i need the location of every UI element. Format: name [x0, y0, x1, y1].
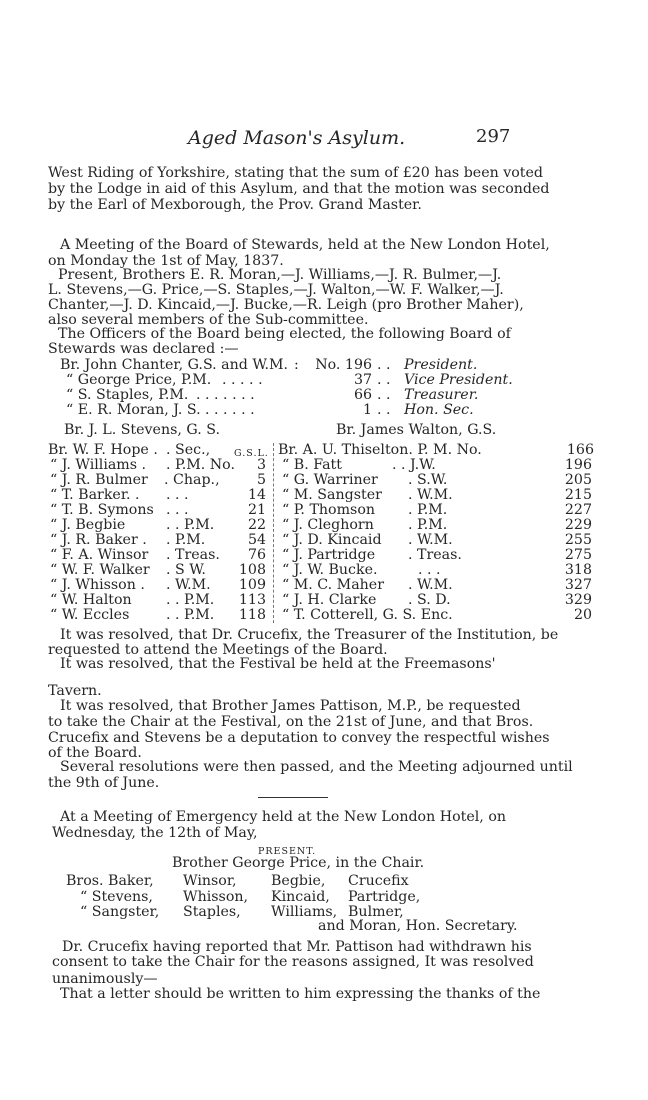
attendee-secretary: and Moran, Hon. Secretary.	[318, 918, 518, 934]
steward-name: Br. W. F. Hope .	[48, 442, 158, 458]
para3-line-9: Several resolutions were then passed, and the Meeting adjourned until	[60, 759, 573, 775]
steward-rank: . S.W.	[408, 472, 448, 488]
steward-name: “ M. C. Maher	[282, 577, 384, 593]
steward-rank: . . J.W.	[392, 457, 436, 473]
officer-lodge-no: 37	[353, 372, 372, 388]
officer-leader: . . . . . . .	[196, 387, 255, 403]
para3-line-7: Crucefix and Stevens be a deputation to convey the respectful wishes	[48, 730, 550, 746]
para5-line-2: consent to take the Chair for the reasons assigned, It was resolved	[52, 954, 534, 970]
steward-rank: . P.M.	[408, 517, 448, 533]
para3-line-1: It was resolved, that Dr. Crucefix, the Treasurer of the Institution, be	[60, 627, 559, 643]
steward-name: “ T. Cotterell, G. S. Enc.	[282, 607, 453, 623]
steward-lodge-no: 54	[247, 532, 266, 548]
grand-steward-right: Br. James Walton, G.S.	[336, 422, 497, 438]
attendee: Winsor,	[183, 873, 237, 889]
section-divider	[258, 797, 328, 798]
para4-line-1: At a Meeting of Emergency held at the New London Hotel, on	[60, 809, 506, 825]
para3-line-6: to take the Chair at the Festival, on the 21st of June, and that Bros.	[48, 714, 534, 730]
steward-lodge-no: 275	[564, 547, 592, 563]
officer-leader: :	[294, 357, 299, 373]
steward-rank: . . P.M.	[166, 517, 215, 533]
para1-line-2: by the Lodge in aid of this Asylum, and that the motion was seconded	[48, 181, 550, 197]
steward-name: “ J. R. Bulmer	[50, 472, 148, 488]
attendee: “ Sangster,	[80, 904, 160, 920]
attendee: Crucefix	[348, 873, 409, 889]
attendee: “ Stevens,	[80, 889, 153, 905]
steward-rank: . W.M.	[408, 487, 453, 503]
present-heading: PRESENT.	[258, 846, 317, 857]
officer-office: Hon. Sec.	[404, 402, 474, 418]
para2-line-1: A Meeting of the Board of Stewards, held at the New London Hotel,	[60, 237, 550, 253]
attendee: Begbie,	[271, 873, 326, 889]
steward-rank: . S. D.	[408, 592, 451, 608]
steward-lodge-no: 227	[564, 502, 592, 518]
steward-name: Br. A. U. Thiselton. P. M. No.	[278, 442, 482, 458]
steward-name: “ G. Warriner	[282, 472, 378, 488]
steward-name: “ F. A. Winsor	[50, 547, 149, 563]
steward-rank: . . P.M.	[166, 592, 215, 608]
steward-rank: . W.M.	[408, 577, 453, 593]
steward-rank: . S W.	[166, 562, 206, 578]
attendee: Bros. Baker,	[66, 873, 154, 889]
officer-leader-dots: . .	[377, 357, 391, 373]
officer-name: “ S. Staples, P.M.	[66, 387, 189, 403]
steward-lodge-no: 318	[564, 562, 592, 578]
attendee: Williams,	[271, 904, 338, 920]
steward-lodge-no: 113	[238, 592, 266, 608]
steward-lodge-no: 118	[238, 607, 266, 623]
steward-tag: G.S.L.	[234, 448, 269, 459]
officer-name: “ E. R. Moran, J. S.	[66, 402, 201, 418]
steward-name: “ J. Cleghorn	[282, 517, 374, 533]
officer-leader-dots: . .	[377, 372, 391, 388]
steward-lodge-no: 255	[564, 532, 592, 548]
steward-rank: . Treas.	[408, 547, 462, 563]
attendee: Partridge,	[348, 889, 421, 905]
officer-leader: . . . . .	[222, 372, 263, 388]
steward-lodge-no: 20	[573, 607, 592, 623]
para2-line-7: The Officers of the Board being elected, the following Board of	[58, 326, 511, 342]
steward-name: “ J. Williams .	[50, 457, 147, 473]
para3-line-10: the 9th of June.	[48, 775, 160, 791]
attendee: Bulmer,	[348, 904, 404, 920]
para5-line-4: That a letter should be written to him expressing the thanks of the	[60, 986, 541, 1002]
steward-name: “ M. Sangster	[282, 487, 382, 503]
para2-line-3: Present, Brothers E. R. Moran,—J. Williams,—J. R. Bulmer,—J.	[58, 267, 502, 283]
officer-office: Treasurer.	[404, 387, 479, 403]
attendee: Staples,	[183, 904, 241, 920]
page-number: 297	[476, 126, 511, 147]
steward-rank: . P.M.	[166, 532, 206, 548]
para1-line-1: West Riding of Yorkshire, stating that the sum of £20 has been voted	[48, 165, 543, 181]
para2-line-5: Chanter,—J. D. Kincaid,—J. Bucke,—R. Leigh (pro Brother Maher),	[48, 297, 524, 313]
steward-lodge-no: 5	[256, 472, 266, 488]
para3-line-8: of the Board.	[48, 745, 142, 761]
steward-name: “ J. H. Clarke	[282, 592, 377, 608]
column-divider	[273, 443, 274, 623]
para3-line-5: It was resolved, that Brother James Pattison, M.P., be requested	[60, 698, 521, 714]
officer-office: Vice President.	[404, 372, 513, 388]
officer-leader-dots: . .	[377, 402, 391, 418]
steward-lodge-no: 3	[256, 457, 266, 473]
officer-leader-dots: . .	[377, 387, 391, 403]
steward-lodge-no: 229	[564, 517, 592, 533]
steward-name: “ T. B. Symons	[50, 502, 154, 518]
steward-lodge-no: 166	[566, 442, 594, 458]
steward-lodge-no: 22	[247, 517, 266, 533]
steward-lodge-no: 327	[564, 577, 592, 593]
steward-lodge-no: 329	[564, 592, 592, 608]
steward-rank: . W.M.	[408, 532, 453, 548]
running-title: Aged Mason's Asylum.	[188, 127, 406, 149]
steward-name: “ J. Begbie	[50, 517, 126, 533]
grand-steward-left: Br. J. L. Stevens, G. S.	[64, 422, 220, 438]
steward-rank: . . P.M.	[166, 607, 215, 623]
steward-name: “ J. R. Baker .	[50, 532, 147, 548]
steward-lodge-no: 109	[238, 577, 266, 593]
officer-lodge-no: 1	[362, 402, 372, 418]
officer-office: President.	[404, 357, 478, 373]
para3-line-3: It was resolved, that the Festival be held at the Freemasons'	[60, 656, 496, 672]
officer-lodge-no: 66	[353, 387, 372, 403]
steward-rank: . . .	[166, 502, 189, 518]
para5-line-3: unanimously—	[52, 971, 158, 987]
steward-name: “ J. Whisson .	[50, 577, 145, 593]
steward-name: “ W. F. Walker	[50, 562, 150, 578]
officer-name: “ George Price, P.M.	[66, 372, 212, 388]
para2-line-2: on Monday the 1st of May, 1837.	[48, 253, 284, 269]
para4-line-2: Wednesday, the 12th of May,	[52, 825, 258, 841]
steward-lodge-no: 21	[247, 502, 266, 518]
steward-name: “ J. W. Bucke.	[282, 562, 378, 578]
steward-rank: . P.M. No.	[166, 457, 235, 473]
steward-rank: . . .	[166, 487, 189, 503]
steward-lodge-no: 205	[564, 472, 592, 488]
steward-name: “ B. Fatt	[282, 457, 342, 473]
steward-rank: . Sec.,	[166, 442, 211, 458]
para1-line-3: by the Earl of Mexborough, the Prov. Grand Master.	[48, 197, 422, 213]
steward-rank: . . .	[418, 562, 441, 578]
steward-name: “ W. Eccles	[50, 607, 130, 623]
steward-lodge-no: 215	[564, 487, 592, 503]
officer-leader: . . . . . .	[205, 402, 255, 418]
para2-line-4: L. Stevens,—G. Price,—S. Staples,—J. Walton,—W. F. Walker,—J.	[48, 282, 504, 298]
steward-name: “ P. Thomson	[282, 502, 376, 518]
steward-lodge-no: 76	[247, 547, 266, 563]
steward-rank: . Chap.,	[164, 472, 220, 488]
para2-line-8: Stewards was declared :—	[48, 341, 239, 357]
steward-name: “ J. Partridge	[282, 547, 376, 563]
steward-lodge-no: 14	[247, 487, 266, 503]
steward-name: “ J. D. Kincaid	[282, 532, 382, 548]
steward-rank: . W.M.	[166, 577, 211, 593]
steward-lodge-no: 196	[564, 457, 592, 473]
para3-line-2: requested to attend the Meetings of the Board.	[48, 642, 388, 658]
officer-name: Br. John Chanter, G.S. and W.M.	[60, 357, 289, 373]
para5-line-1: Dr. Crucefix having reported that Mr. Pattison had withdrawn his	[62, 939, 532, 955]
attendee: Whisson,	[183, 889, 249, 905]
steward-lodge-no: 108	[238, 562, 266, 578]
steward-name: “ W. Halton	[50, 592, 132, 608]
chair-line: Brother George Price, in the Chair.	[172, 855, 425, 871]
steward-rank: . P.M.	[408, 502, 448, 518]
para3-line-4: Tavern.	[48, 683, 102, 699]
steward-name: “ T. Barker. .	[50, 487, 140, 503]
steward-rank: . Treas.	[166, 547, 220, 563]
officer-lodge-no: No. 196	[315, 357, 372, 373]
attendee: Kincaid,	[271, 889, 330, 905]
para2-line-6: also several members of the Sub-committee.	[48, 312, 369, 328]
